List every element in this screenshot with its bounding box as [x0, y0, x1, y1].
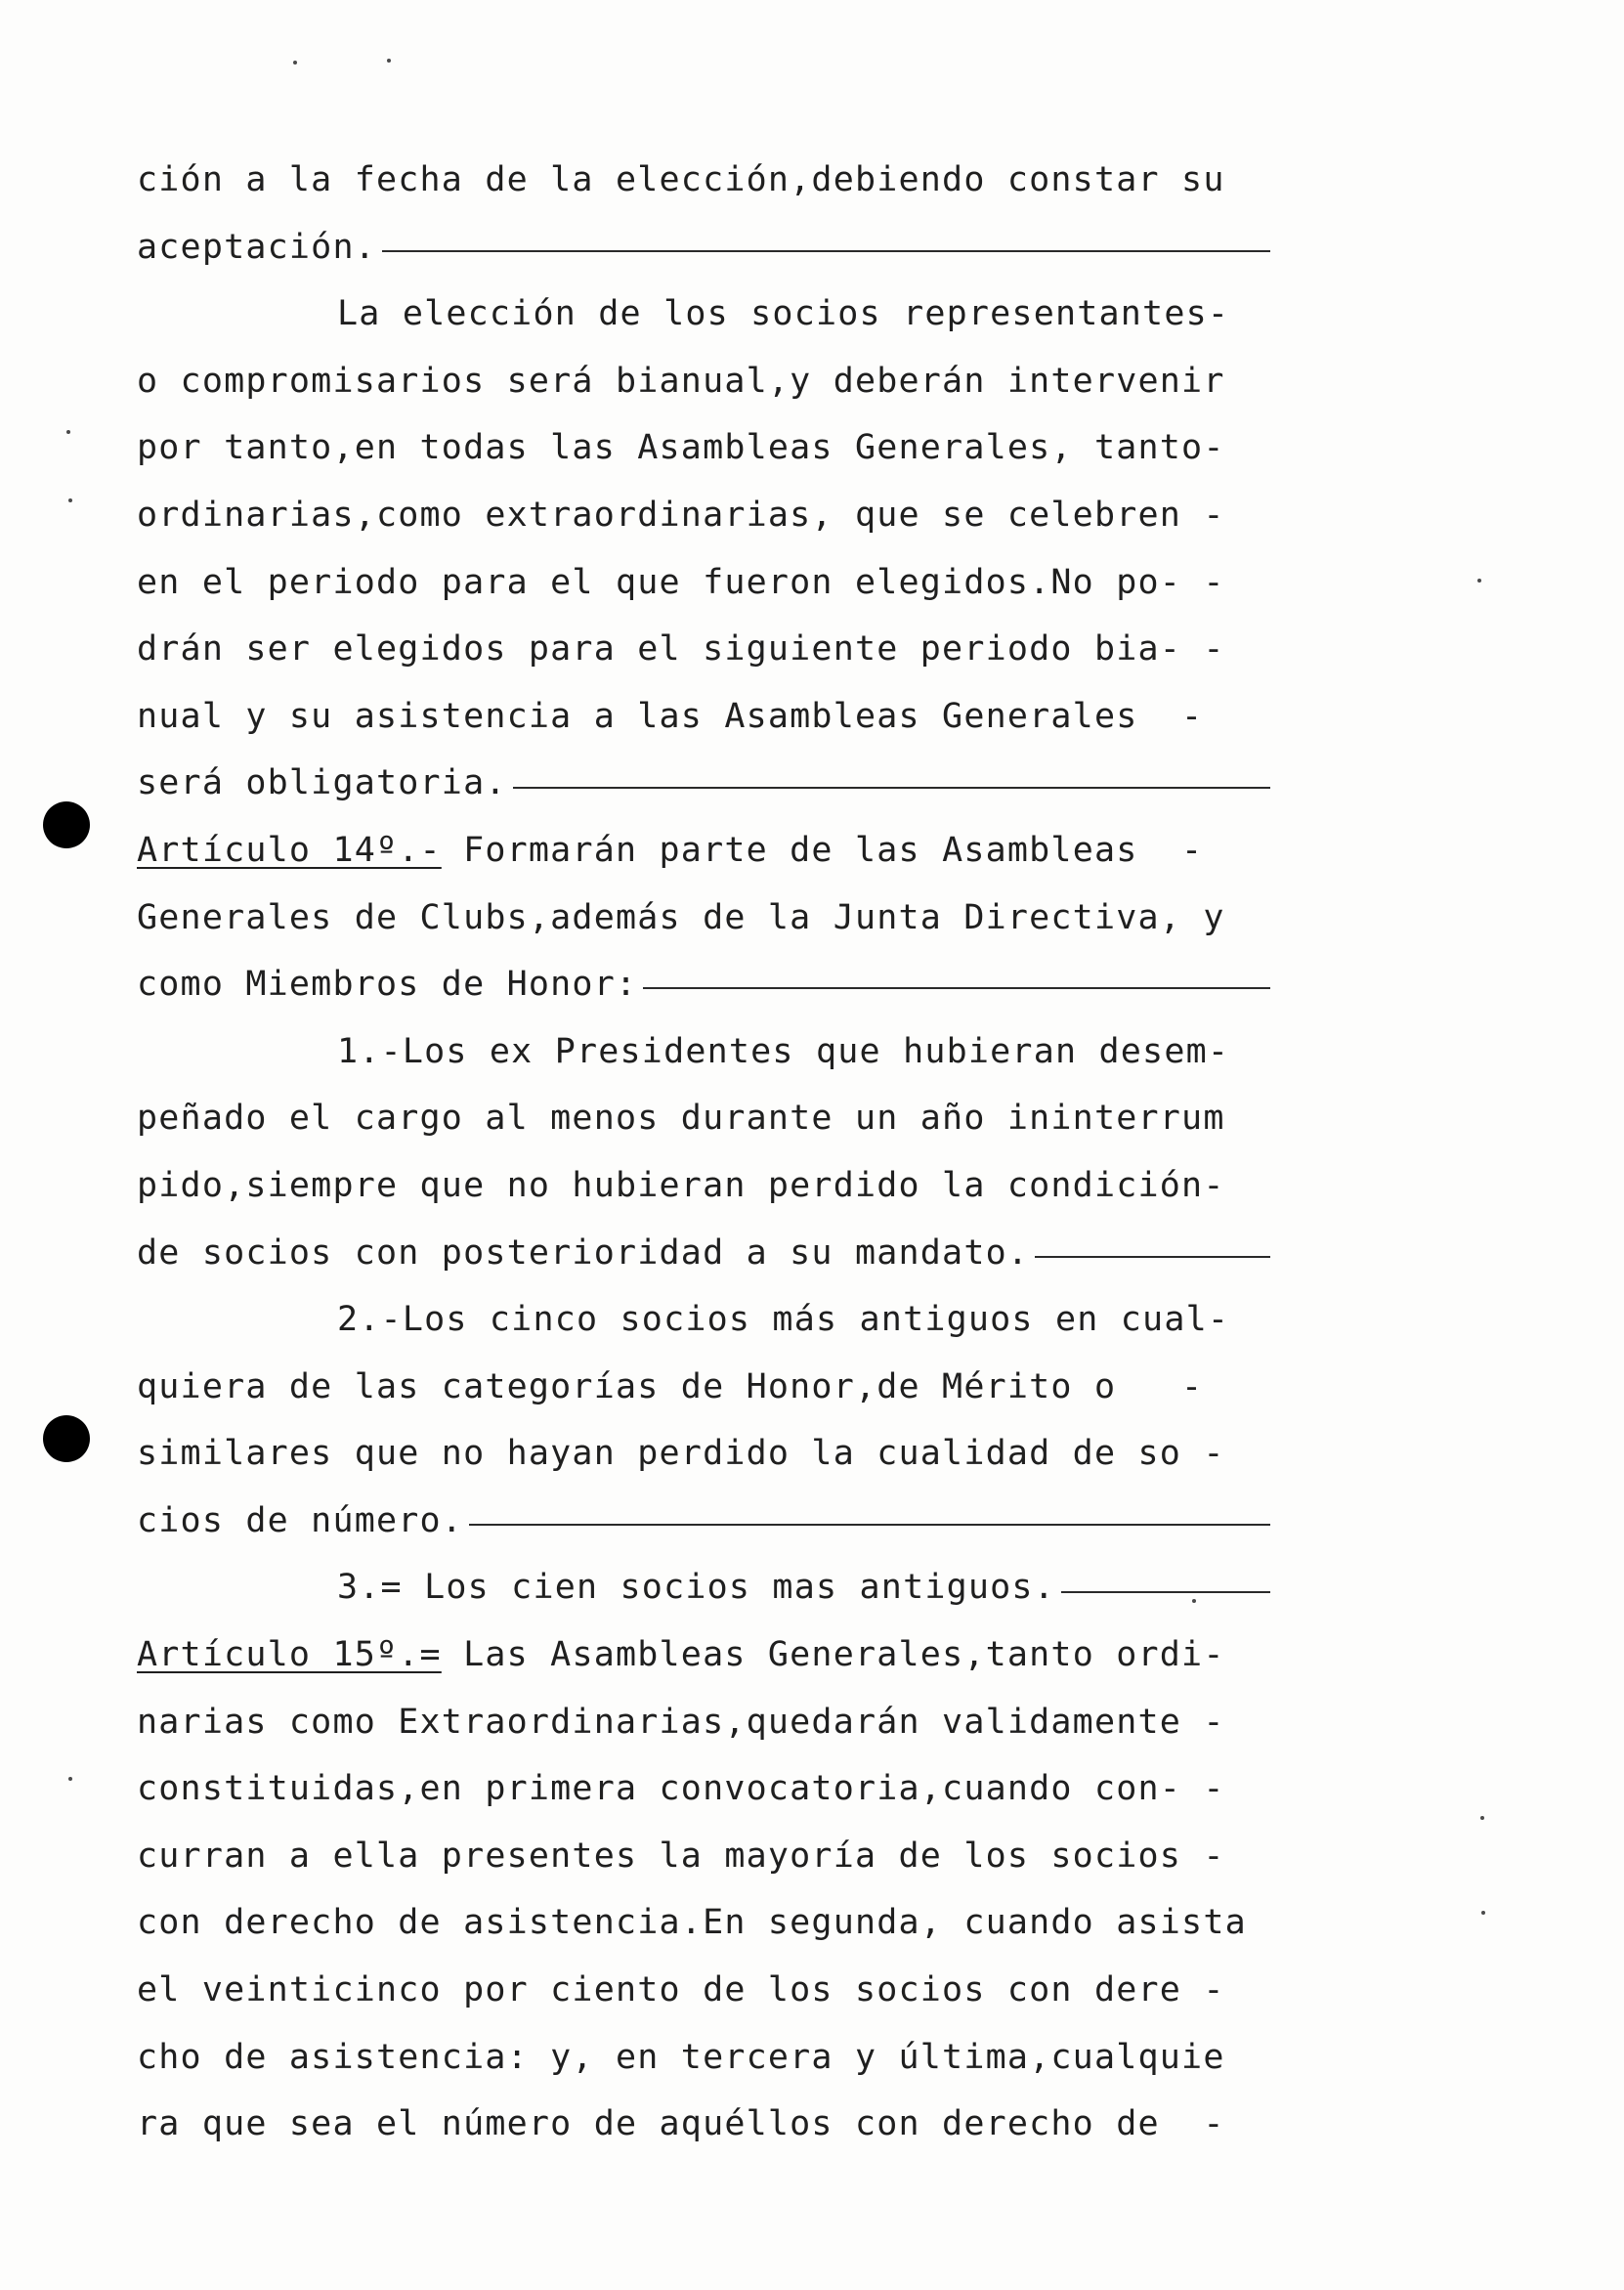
line-text: [137, 1823, 1225, 1890]
document-body: [137, 147, 1300, 2158]
line-text: [137, 1420, 1225, 1488]
filler-rule: [1035, 1256, 1270, 1258]
line-text: [137, 414, 1225, 482]
text-line: [137, 281, 1300, 348]
text-line: [137, 1152, 1300, 1220]
line-body: drán ser elegidos para el siguiente periodo bia- -: [137, 629, 1225, 670]
line-text: [137, 1755, 1225, 1823]
text-line: [137, 817, 1300, 885]
text-line: [137, 1085, 1300, 1152]
line-body: con derecho de asistencia.En segunda, cuando asista: [137, 1903, 1247, 1943]
punch-hole-bottom: [43, 1415, 90, 1462]
line-text: [137, 817, 1203, 885]
line-text: [137, 1220, 1029, 1287]
line-body: peñado el cargo al menos durante un año ininterrum: [137, 1099, 1225, 1139]
line-text: [137, 951, 637, 1018]
line-body: narias como Extraordinarias,quedarán validamente -: [137, 1702, 1225, 1742]
line-text: [137, 281, 1229, 348]
line-body: 1.-Los ex Presidentes que hubieran desem-: [337, 1031, 1230, 1071]
line-text: [137, 616, 1225, 683]
article-heading: Artículo 14º.-: [137, 830, 442, 870]
line-text: [137, 1957, 1225, 2024]
paper-speck: [68, 498, 72, 502]
line-text: [137, 1152, 1225, 1220]
line-text: [137, 1621, 1225, 1689]
line-text: [137, 750, 507, 817]
filler-rule: [382, 250, 1270, 252]
line-body: 2.-Los cinco socios más antiguos en cual-: [337, 1300, 1230, 1340]
text-line: [137, 549, 1300, 617]
text-line: [137, 414, 1300, 482]
line-text: [137, 885, 1225, 952]
line-body: pido,siempre que no hubieran perdido la condición-: [137, 1165, 1225, 1205]
line-body: cios de número.: [137, 1500, 464, 1540]
line-body: será obligatoria.: [137, 763, 507, 803]
text-line: [137, 1957, 1300, 2024]
line-body: Las Asambleas Generales,tanto ordi-: [441, 1635, 1225, 1675]
line-body: de socios con posterioridad a su mandato.: [137, 1232, 1030, 1273]
line-text: [137, 1488, 463, 1555]
line-text: [137, 2091, 1225, 2158]
text-line: [137, 147, 1300, 214]
text-line: [137, 885, 1300, 952]
line-text: [137, 1085, 1225, 1152]
text-line: [137, 214, 1300, 281]
line-body: 3.= Los cien socios mas antiguos.: [337, 1568, 1055, 1608]
text-line: [137, 1823, 1300, 1890]
line-body: por tanto,en todas las Asambleas Generales, tanto-: [137, 428, 1225, 468]
paper-speck: [1480, 1816, 1484, 1820]
text-line: [137, 750, 1300, 817]
line-body: quiera de las categorías de Honor,de Mérito o -: [137, 1366, 1204, 1406]
paper-speck: [387, 59, 391, 63]
line-body: cho de asistencia: y, en tercera y última,cualquie: [137, 2037, 1225, 2077]
line-body: similares que no hayan perdido la cualidad de so -: [137, 1434, 1225, 1474]
line-text: [137, 1554, 1055, 1621]
line-body: o compromisarios será bianual,y deberán intervenir: [137, 361, 1225, 401]
line-text: [137, 683, 1203, 751]
filler-rule: [1061, 1591, 1270, 1593]
line-body: ción a la fecha de la elección,debiendo constar su: [137, 160, 1225, 199]
line-body: Formarán parte de las Asambleas -: [441, 830, 1204, 870]
text-line: [137, 2091, 1300, 2158]
text-line: [137, 1488, 1300, 1555]
line-text: [137, 1354, 1203, 1421]
line-body: Generales de Clubs,además de la Junta Directiva, y: [137, 897, 1225, 937]
line-text: [137, 482, 1225, 549]
article-heading: Artículo 15º.=: [137, 1635, 442, 1675]
text-line: [137, 1420, 1300, 1488]
line-text: [137, 549, 1225, 617]
line-text: [137, 1286, 1229, 1354]
text-line: [137, 951, 1300, 1018]
line-body: aceptación.: [137, 227, 376, 267]
text-line: [137, 1220, 1300, 1287]
text-line: [137, 683, 1300, 751]
paper-speck: [293, 61, 297, 65]
text-line: [137, 1354, 1300, 1421]
line-body: constituidas,en primera convocatoria,cuando con- -: [137, 1769, 1225, 1809]
line-body: el veinticinco por ciento de los socios con dere -: [137, 1970, 1225, 2010]
line-body: curran a ella presentes la mayoría de los socios -: [137, 1836, 1225, 1876]
line-body: ra que sea el número de aquéllos con derecho de -: [137, 2104, 1225, 2144]
text-line: [137, 616, 1300, 683]
text-line: [137, 1755, 1300, 1823]
line-body: en el periodo para el que fueron elegidos.No po- -: [137, 562, 1225, 602]
line-text: [137, 2024, 1225, 2092]
text-line: [137, 1621, 1300, 1689]
text-line: [137, 1018, 1300, 1086]
text-line: [137, 1689, 1300, 1756]
line-text: [137, 1889, 1247, 1957]
line-text: [137, 1689, 1225, 1756]
filler-rule: [469, 1524, 1270, 1526]
text-line: [137, 348, 1300, 415]
text-line: [137, 1554, 1300, 1621]
filler-rule: [643, 987, 1270, 989]
text-line: [137, 2024, 1300, 2092]
paper-speck: [1481, 1911, 1485, 1915]
line-body: nual y su asistencia a las Asambleas Generales -: [137, 696, 1204, 736]
text-line: [137, 1889, 1300, 1957]
text-line: [137, 1286, 1300, 1354]
paper-speck: [66, 430, 70, 434]
text-line: [137, 482, 1300, 549]
line-text: [137, 214, 376, 281]
paper-speck: [1477, 579, 1481, 583]
paper-speck: [68, 1777, 72, 1781]
line-body: como Miembros de Honor:: [137, 965, 638, 1005]
punch-hole-top: [43, 801, 90, 848]
line-text: [137, 147, 1225, 214]
line-body: La elección de los socios representantes-: [337, 294, 1230, 334]
line-text: [137, 348, 1225, 415]
line-body: ordinarias,como extraordinarias, que se celebren -: [137, 495, 1225, 535]
filler-rule: [513, 787, 1270, 789]
line-text: [137, 1018, 1229, 1086]
